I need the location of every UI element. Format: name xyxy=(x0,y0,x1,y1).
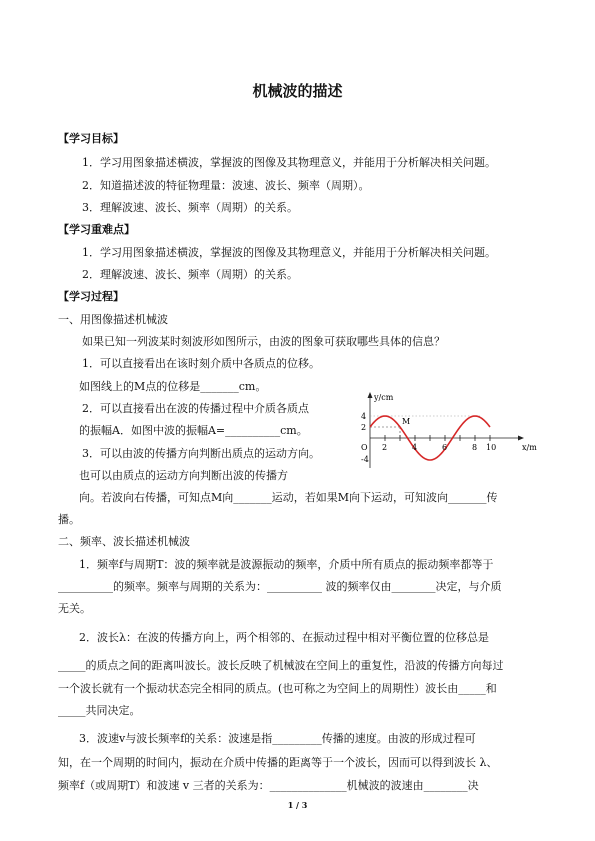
part1-heading: 一、用图像描述机械波 xyxy=(58,313,168,326)
key-points-header: 【学习重难点】 xyxy=(58,223,135,236)
point-m-label: M xyxy=(402,417,411,426)
part1-line: 如图线上的M点的位移是_______cm。 xyxy=(79,380,267,393)
key-point-item: 1．学习用图象描述横波，掌握波的图像及其物理意义，并能用于分析解决相关问题。 xyxy=(82,246,496,259)
part2-line: 3．波速v与波长频率f的关系：波速是指_________传播的速度。由波的形成过程可 xyxy=(79,732,476,745)
part2-line: 知，在一个周期的时间内，振动在介质中传播的距离等于一个波长，因而可以得到波长 λ、 xyxy=(58,756,498,769)
x-tick-label: 8 xyxy=(472,443,478,452)
goal-item: 1．学习用图象描述横波，掌握波的图像及其物理意义，并能用于分析解决相关问题。 xyxy=(82,156,496,169)
part2-line: 2．波长λ：在波的传播方向上，两个相邻的、在振动过程中相对平衡位置的位移总是 xyxy=(79,631,489,644)
x-axis-arrow-icon xyxy=(518,436,524,441)
part2-line: 一个波长就有一个振动状态完全相同的质点。(也可称之为空间上的周期性）波长由_____和 xyxy=(58,682,497,695)
part1-line: 3．可以由波的传播方向判断出质点的运动方向。 xyxy=(82,447,320,460)
y-axis-arrow-icon xyxy=(368,392,373,398)
goal-item: 2．知道描述波的特征物理量：波速、波长、频率（周期）。 xyxy=(82,179,370,192)
part2-line: _____共同决定。 xyxy=(58,704,141,717)
x-tick-label: 6 xyxy=(442,443,448,452)
y-tick-label: -4 xyxy=(361,455,369,464)
part1-line: 也可以由质点的运动方向判断出波的传播方 xyxy=(79,469,288,482)
goal-item: 3．理解波速、波长、频率（周期）的关系。 xyxy=(82,201,298,214)
y-tick-label: 2 xyxy=(361,423,367,432)
part2-line: 无关。 xyxy=(58,602,91,615)
x-tick-label: 10 xyxy=(486,443,497,452)
part1-line: 2．可以直接看出在波的传播过程中介质各质点 xyxy=(82,402,309,415)
wave-graph xyxy=(348,390,548,470)
part1-line: 的振幅A．如图中波的振幅A=__________cm。 xyxy=(79,424,308,437)
process-header: 【学习过程】 xyxy=(58,290,124,303)
key-point-item: 2．理解波速、波长、频率（周期）的关系。 xyxy=(82,268,298,281)
part1-line: 1．可以直接看出在该时刻介质中各质点的位移。 xyxy=(82,357,320,370)
part2-line: 1．频率f与周期T：波的频率就是波源振动的频率，介质中所有质点的振动频率都等于 xyxy=(79,558,494,571)
page-number: 1 / 3 xyxy=(287,800,308,810)
part2-line: 频率f（或周期T）和波速 v 三者的关系为：______________机械波的波速由________决 xyxy=(58,779,479,792)
x-tick-label: 4 xyxy=(412,443,418,452)
y-tick-label: 4 xyxy=(361,412,367,421)
part2-line: _____的质点之间的距离叫波长。波长反映了机械波在空间上的重复性，沿波的传播方向每过 xyxy=(58,659,504,672)
part2-line: __________的频率。频率与周期的关系为：__________ 波的频率仅由________决定，与介质 xyxy=(58,580,502,593)
part1-line: 如果已知一列波某时刻波形如图所示，由波的图象可获取哪些具体的信息？ xyxy=(82,335,445,348)
page-title: 机械波的描述 xyxy=(252,82,343,100)
part1-line: 播。 xyxy=(58,513,80,526)
goals-header: 【学习目标】 xyxy=(58,132,124,145)
part1-line: 向。若波向右传播，可知点M向_______运动，若如果M向下运动，可知波向_______传 xyxy=(79,491,498,504)
x-axis-label: x/m xyxy=(522,443,537,452)
part2-heading: 二、频率、波长描述机械波 xyxy=(58,535,190,548)
origin-label: O xyxy=(361,443,368,452)
y-axis-label: y/cm xyxy=(374,393,394,402)
x-tick-label: 2 xyxy=(382,443,388,452)
